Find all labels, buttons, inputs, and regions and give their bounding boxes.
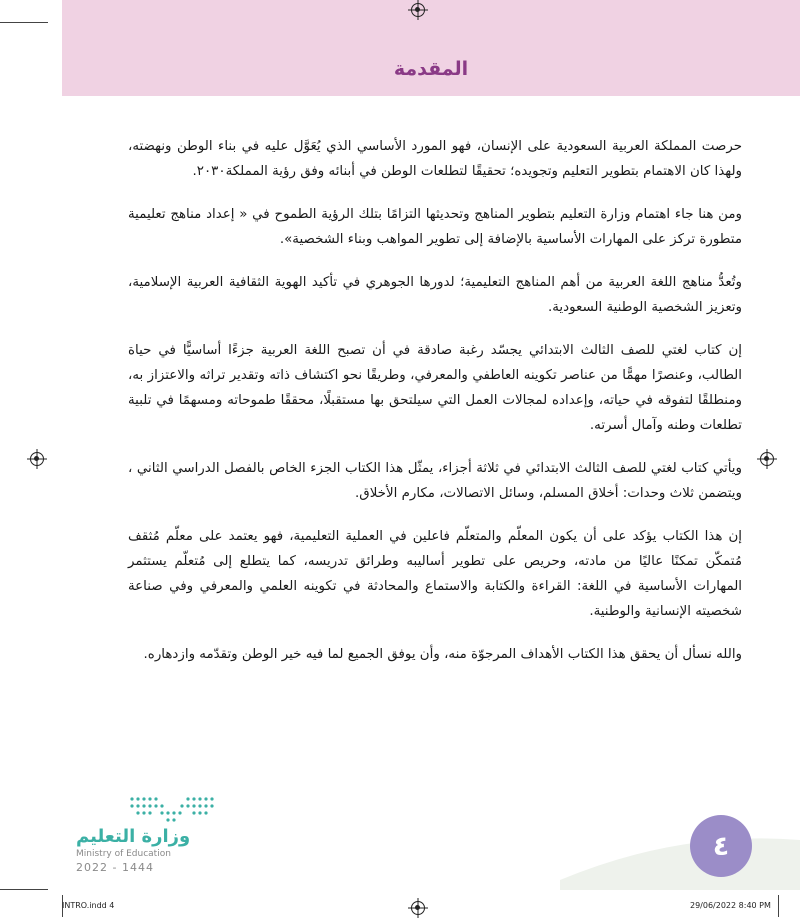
header-band <box>62 0 800 96</box>
file-slug: INTRO.indd 4 <box>62 901 115 910</box>
registration-mark-icon <box>411 901 425 915</box>
date-slug: 29/06/2022 8:40 PM <box>690 901 771 910</box>
registration-mark-icon <box>760 452 774 466</box>
edition-year: 2022 - 1444 <box>76 861 154 874</box>
crop-mark <box>778 895 779 917</box>
page-number-badge: ٤ <box>690 815 752 877</box>
registration-mark-icon <box>411 3 425 17</box>
ministry-name-arabic: وزارة التعليم <box>76 826 191 847</box>
footer-swoosh-icon <box>560 820 800 890</box>
paragraph: إن هذا الكتاب يؤكد على أن يكون المعلّم والمتعلّم فاعلين في العملية التعليمية، فهو يعتمد على معلّم مُثقف مُتمكّن تمكنًا عاليًا من مادته، وحريص على تطوير أساليبه وطرائق تدريسه، كما يتطلع إلى مُتعلّم يستثمر المهارات الأساسية في اللغة: القراءة والكتابة والاستماع والمحادثة في تكوينه العلمي والمعرفي وفي صناعة شخصيته الإنسانية والوطنية. <box>128 529 742 619</box>
paragraph: والله نسأل أن يحقق هذا الكتاب الأهداف المرجوّة منه، وأن يوفق الجميع لما فيه خير الوطن وتقدّمه وازدهاره. <box>143 647 742 662</box>
paragraph: ومن هنا جاء اهتمام وزارة التعليم بتطوير المناهج وتحديثها التزامًا بتلك الرؤية الطموح في « إعداد مناهج تعليمية متطورة تركز على المهارات الأساسية بالإضافة إلى تطوير المواهب وبناء الشخصية». <box>128 207 742 247</box>
crop-mark <box>0 22 48 23</box>
paragraph: وتُعدُّ مناهج اللغة العربية من أهم المناهج التعليمية؛ لدورها الجوهري في تأكيد الهوية الثقافية العربية الإسلامية، وتعزيز الشخصية الوطنية السعودية. <box>128 275 742 315</box>
page-title: المقدمة <box>393 58 469 80</box>
paragraph: ويأتي كتاب لغتي للصف الثالث الابتدائي في ثلاثة أجزاء، يمثّل هذا الكتاب الجزء الخاص بالفصل الدراسي الثاني ، ويتضمن ثلاث وحدات: أخلاق المسلم، وسائل الاتصالات، مكارم الأخلاق. <box>128 461 742 501</box>
crop-mark <box>0 889 48 890</box>
paragraph: حرصت المملكة العربية السعودية على الإنسان، فهو المورد الأساسي الذي يُعَوَّل عليه في بناء الوطن ونهضته، ولهذا كان الاهتمام بتطوير التعليم وتجويده؛ تحقيقًا لتطلعات الوطن في أبنائه وفق رؤية المملكة٢٠٣٠. <box>128 139 742 179</box>
ministry-logo-icon <box>128 795 220 823</box>
registration-mark-icon <box>30 452 44 466</box>
ministry-name-english: Ministry of Education <box>76 849 171 859</box>
introduction-text <box>128 134 742 685</box>
paragraph: إن كتاب لغتي للصف الثالث الابتدائي يجسّد رغبة صادقة في أن تصبح اللغة العربية جزءًا أساسيًّا في حياة الطالب، وعنصرًا مهمًّا من عناصر تكوينه العاطفي والمعرفي، وطريقًا نحو اكتشاف ذاته وتقدير تراثه والاعتزاز به، ومنطلقًا لتفوقه في حياته، وإعداده لمجالات العمل التي سيلتحق بها مستقبلًا، محققًا طموحاته ومسهمًا في تلبية تطلعات وطنه وآمال أسرته. <box>128 343 742 433</box>
